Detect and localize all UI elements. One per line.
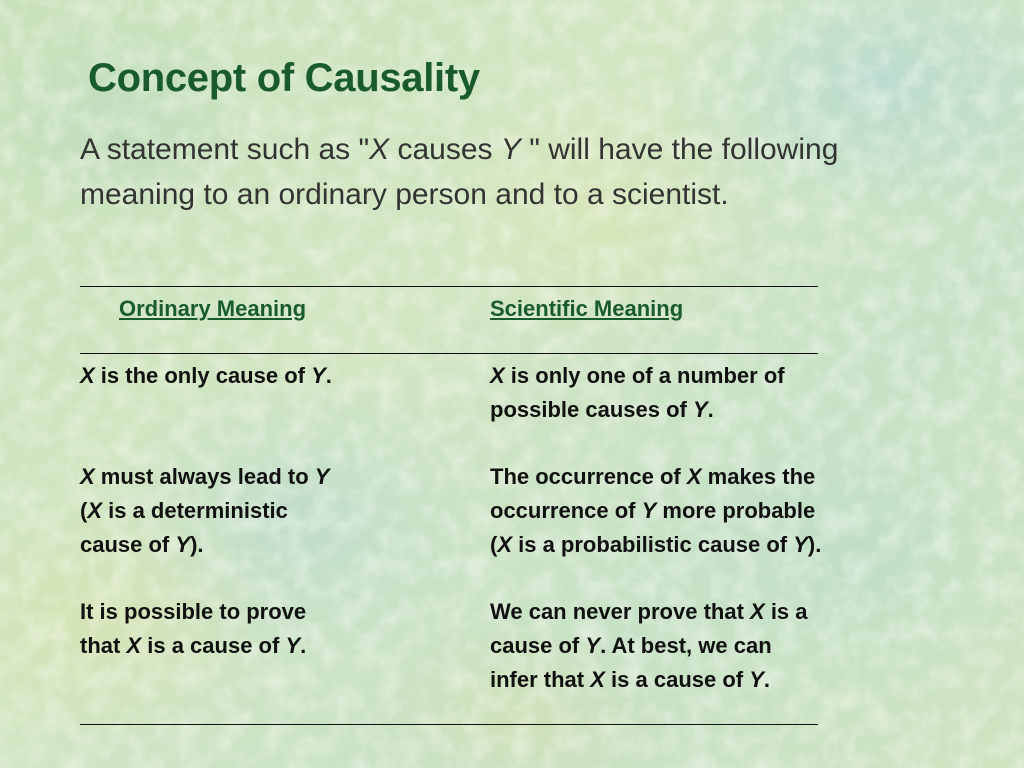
variable-symbol: X — [497, 532, 513, 557]
ordinary-cell — [80, 359, 332, 393]
header-ordinary-meaning: Ordinary Meaning — [119, 296, 307, 321]
ordinary-cell — [80, 460, 329, 562]
cell-text: more probable — [656, 498, 816, 523]
cell-text: is a deterministic — [102, 498, 288, 523]
cell-text: is a cause of — [141, 633, 286, 658]
variable-symbol: X — [686, 464, 702, 489]
cell-text: makes the — [701, 464, 816, 489]
cell-text: ( — [490, 532, 498, 557]
intro-variable-x: X — [369, 133, 390, 166]
cell-text: is only one of a number of — [504, 363, 785, 388]
scientific-cell — [490, 460, 821, 562]
variable-symbol: X — [126, 633, 142, 658]
intro-text-1: A statement such as " — [80, 133, 370, 166]
scientific-cell — [490, 359, 785, 427]
table-top-rule — [80, 286, 818, 287]
cell-text: . — [300, 633, 307, 658]
cell-text: . At best, we can — [600, 633, 772, 658]
cell-text: occurrence of — [490, 498, 642, 523]
variable-symbol: Y — [585, 633, 601, 658]
variable-symbol: X — [750, 599, 765, 624]
cell-text: The occurrence of — [490, 464, 687, 489]
variable-symbol: X — [590, 667, 605, 692]
cell-text: that — [80, 633, 127, 658]
variable-symbol: X — [80, 464, 95, 489]
header-scientific-meaning: Scientific Meaning — [490, 296, 684, 321]
cell-text: is a probabilistic cause of — [512, 532, 794, 557]
cell-text: cause of — [80, 532, 176, 557]
cell-text: . — [707, 397, 714, 422]
variable-symbol: X — [490, 363, 505, 388]
cell-text: We can never prove that — [490, 599, 751, 624]
variable-symbol: X — [87, 498, 103, 523]
variable-symbol: Y — [285, 633, 301, 658]
cell-text: is a cause of — [604, 667, 750, 692]
cell-text: is a — [764, 599, 808, 624]
cell-text: possible causes of — [490, 397, 693, 422]
variable-symbol: Y — [793, 532, 808, 557]
intro-text-2: causes — [389, 133, 501, 166]
slide-title: Concept of Causality — [88, 56, 480, 100]
cell-text: cause of — [490, 633, 586, 658]
cell-text: must always lead to — [94, 464, 315, 489]
variable-symbol: Y — [311, 363, 326, 388]
cell-text: infer that — [490, 667, 591, 692]
variable-symbol: Y — [641, 498, 657, 523]
table-bottom-rule — [80, 724, 818, 725]
cell-text: ). — [190, 532, 204, 557]
variable-symbol: Y — [175, 532, 191, 557]
cell-text: ( — [80, 498, 88, 523]
intro-paragraph — [80, 127, 840, 217]
cell-text: is the only cause of — [94, 363, 312, 388]
cell-text: . — [763, 667, 771, 692]
variable-symbol: Y — [692, 397, 708, 422]
cell-text: . — [325, 363, 332, 388]
cell-text: It is possible to prove — [80, 599, 307, 624]
table-header-rule — [80, 353, 818, 354]
variable-symbol: Y — [749, 667, 764, 692]
cell-text: ). — [807, 532, 822, 557]
intro-text-3: " will have the following meaning to an ordinary person and to a scientist. — [80, 133, 839, 211]
variable-symbol: Y — [314, 464, 330, 489]
intro-variable-y: Y — [500, 133, 521, 166]
scientific-cell — [490, 595, 808, 697]
variable-symbol: X — [80, 363, 95, 388]
ordinary-cell — [80, 595, 306, 663]
